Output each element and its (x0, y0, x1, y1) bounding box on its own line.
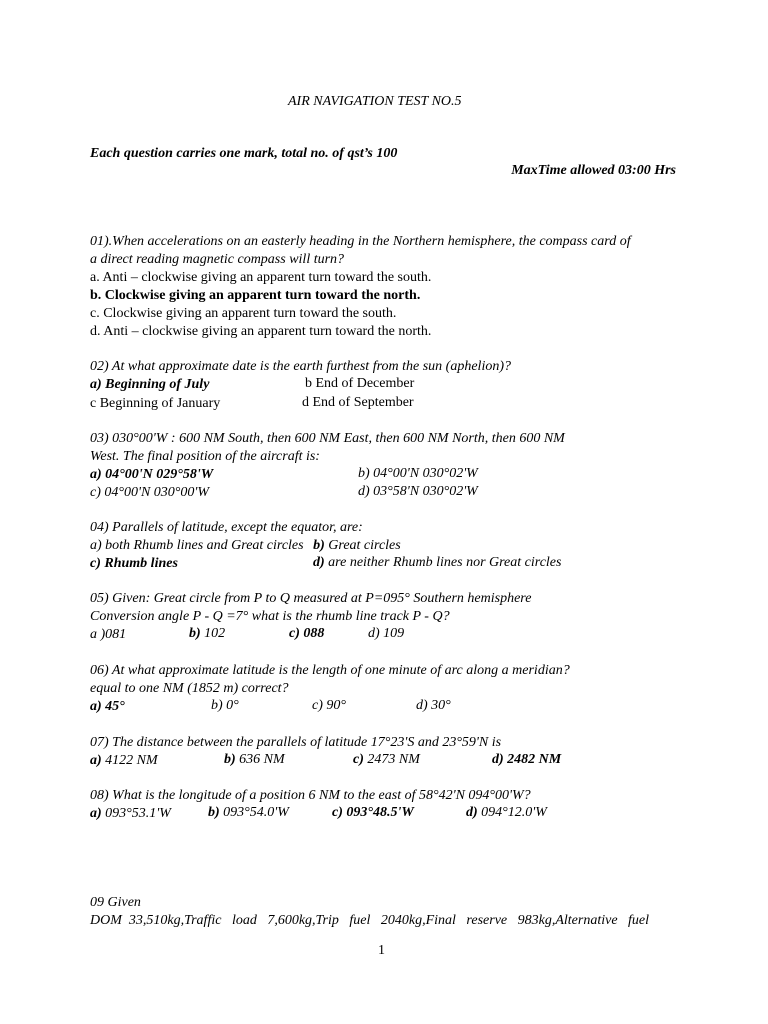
question-9-stem: 09 Given (90, 895, 141, 910)
question-5-option-b-text: 102 (200, 626, 226, 641)
question-6-stem: 06) At what approximate latitude is the length of one minute of arc along a meridian? (90, 663, 570, 678)
question-7-option-b-letter: b) (224, 752, 236, 767)
question-2-option-c: c Beginning of January (90, 396, 221, 411)
question-7-option-b-text: 636 NM (235, 752, 285, 767)
question-5-option-a: a )081 (90, 627, 127, 642)
question-2-option-a-correct: a) Beginning of July (90, 377, 210, 392)
question-2-option-d: d End of September (302, 395, 414, 410)
test-title: AIR NAVIGATION TEST NO.5 (288, 94, 462, 109)
question-7-option-c-letter: c) (353, 752, 364, 767)
question-8-option-b-letter: b) (208, 805, 220, 820)
question-1-option-d: d. Anti – clockwise giving an apparent turn toward the north. (90, 324, 432, 339)
question-4-option-b-letter: b) (313, 538, 325, 553)
question-1-stem: 01).When accelerations on an easterly heading in the Northern hemisphere, the compass card of (90, 234, 631, 249)
question-4-option-c-correct: c) Rhumb lines (90, 556, 178, 571)
question-4-option-d-letter: d) (313, 555, 325, 570)
question-1-stem-cont: a direct reading magnetic compass will turn? (90, 252, 345, 267)
question-3-stem-cont: West. The final position of the aircraft is: (90, 449, 320, 464)
question-8-option-b-text: 093°54.0'W (219, 805, 289, 820)
question-7-option-c-text: 2473 NM (363, 752, 420, 767)
question-8-option-c-letter: c) (332, 805, 343, 820)
question-6-stem-cont: equal to one NM (1852 m) correct? (90, 681, 289, 696)
question-4-stem: 04) Parallels of latitude, except the equator, are: (90, 520, 363, 535)
question-2-stem: 02) At what approximate date is the earth furthest from the sun (aphelion)? (90, 359, 511, 374)
question-3-option-c: c) 04°00'N 030°00'W (90, 485, 210, 500)
question-1-option-a: a. Anti – clockwise giving an apparent turn toward the south. (90, 270, 432, 285)
question-8-option-a-letter: a) (90, 806, 102, 821)
question-7-option-a-letter: a) (90, 753, 102, 768)
question-7-option-c (353, 752, 420, 768)
question-7-option-b (224, 752, 285, 768)
question-3-stem: 03) 030°00'W : 600 NM South, then 600 NM East, then 600 NM North, then 600 NM (90, 431, 565, 446)
question-4-option-a (90, 537, 401, 555)
question-8-option-c-text: 093°48.5'W (342, 805, 414, 820)
question-8-option-b (208, 805, 289, 821)
question-3-option-b: b) 04°00'N 030°02'W (358, 466, 478, 481)
question-5-option-b-letter: b) (189, 626, 201, 641)
question-2-option-b: b End of December (305, 376, 415, 391)
page-number: 1 (378, 943, 385, 958)
question-8-option-d-text: 094°12.0'W (477, 805, 547, 820)
marks-note: Each question carries one mark, total no. of qst’s 100 (90, 146, 398, 161)
time-allowed: MaxTime allowed 03:00 Hrs (511, 163, 676, 178)
question-6-option-b: b) 0° (211, 698, 239, 713)
question-8-option-d (466, 805, 547, 821)
question-5-option-b (189, 626, 225, 642)
question-8-option-a-text: 093°53.1'W (101, 806, 171, 821)
question-1-option-b-correct: b. Clockwise giving an apparent turn toward the north. (90, 288, 421, 303)
question-8-option-c-correct (332, 805, 414, 821)
question-6-option-d: d) 30° (416, 698, 451, 713)
question-7-option-a (90, 752, 158, 770)
question-8-option-a (90, 805, 171, 823)
question-5-option-c-correct: c) 088 (289, 626, 325, 641)
question-7-stem: 07) The distance between the parallels of latitude 17°23'S and 23°59'N is (90, 735, 502, 750)
question-4-option-a-text: a) both Rhumb lines and Great circles (90, 538, 304, 553)
question-1-option-c: c. Clockwise giving an apparent turn toward the south. (90, 306, 397, 321)
question-7-option-a-text: 4122 NM (101, 753, 158, 768)
question-4-option-d (313, 555, 561, 571)
question-5-stem-cont: Conversion angle P - Q =7° what is the rhumb line track P - Q? (90, 609, 450, 624)
question-5-stem: 05) Given: Great circle from P to Q measured at P=095° Southern hemisphere (90, 591, 532, 606)
question-4-option-d-text: are neither Rhumb lines nor Great circles (324, 555, 562, 570)
question-9-data-line: DOM 33,510kg,Traffic load 7,600kg,Trip fuel 2040kg,Final reserve 983kg,Alternative fuel (90, 913, 650, 928)
question-6-option-c: c) 90° (312, 698, 346, 713)
question-5-option-d: d) 109 (368, 626, 405, 641)
question-7-option-d-correct: d) 2482 NM (492, 752, 562, 767)
question-3-option-d: d) 03°58'N 030°02'W (358, 484, 478, 499)
question-8-stem: 08) What is the longitude of a position 6 NM to the east of 58°42'N 094°00'W? (90, 788, 531, 803)
question-4-option-b-text: Great circles (324, 538, 401, 553)
question-3-option-a-correct: a) 04°00'N 029°58'W (90, 467, 214, 482)
question-6-option-a-correct: a) 45° (90, 699, 125, 714)
question-8-option-d-letter: d) (466, 805, 478, 820)
